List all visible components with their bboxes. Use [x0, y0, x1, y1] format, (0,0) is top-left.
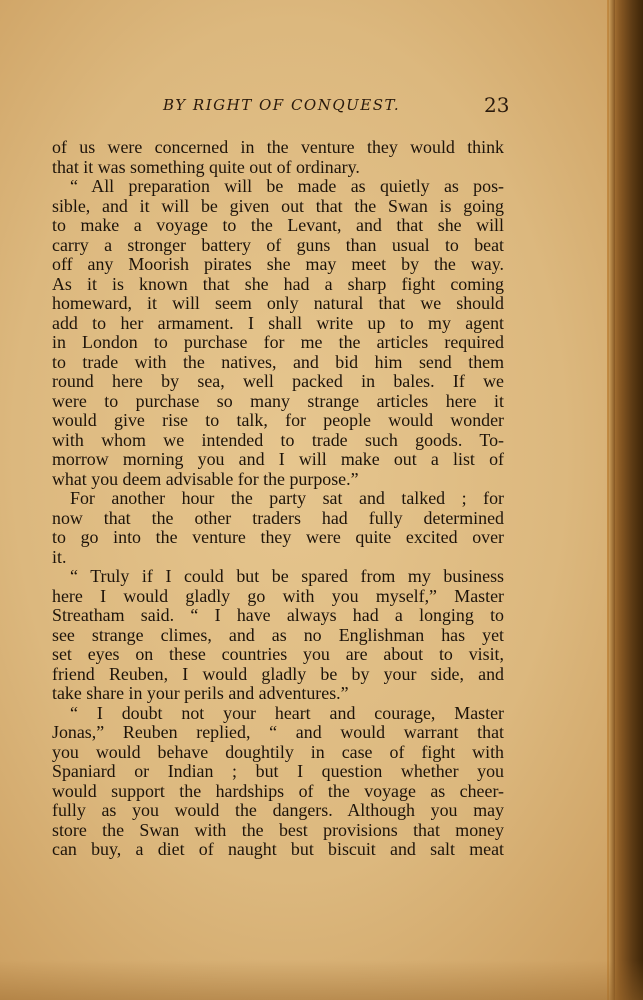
text-line: carry a stronger battery of guns than usual to beat: [52, 234, 504, 255]
page-bottom-shadow: [0, 960, 643, 1000]
text-line: to trade with the natives, and bid him send them: [52, 351, 504, 372]
text-line: off any Moorish pirates she may meet by the way.: [52, 254, 504, 274]
text-line: sible, and it will be given out that the Swan is going: [52, 195, 504, 216]
text-line: “ Truly if I could but be spared from my business: [70, 566, 504, 586]
text-line: with whom we intended to trade such goods. To-: [52, 429, 504, 450]
text-line: fully as you would the dangers. Although you may: [52, 800, 504, 820]
text-line: Jonas,” Reuben replied, “ and would warrant that: [52, 722, 504, 742]
text-line: would support the hardships of the voyage as cheer-: [52, 780, 504, 801]
page-header: [0, 93, 600, 120]
page-number: 23: [484, 93, 510, 117]
text-line: would give rise to talk, for people would wonder: [52, 410, 504, 430]
text-line: to make a voyage to the Levant, and that she will: [52, 215, 504, 235]
text-line: For another hour the party sat and talked ; for: [70, 488, 504, 508]
text-line: “ All preparation will be made as quietly as pos-: [70, 176, 504, 196]
text-line: now that the other traders had fully determined: [52, 507, 504, 528]
text-line: were to purchase so many strange articles here it: [52, 390, 504, 411]
text-line: Streatham said. “ I have always had a longing to: [52, 605, 504, 625]
running-title: BY RIGHT OF CONQUEST.: [163, 96, 401, 114]
text-line: of us were concerned in the venture they would think: [52, 137, 504, 157]
text-line: add to her armament. I shall write up to my agent: [52, 312, 504, 333]
text-line: see strange climes, and as no Englishman has yet: [52, 624, 504, 645]
text-line: round here by sea, well packed in bales. If we: [52, 371, 504, 391]
text-line: here I would gladly go with you myself,” Master: [52, 585, 504, 606]
text-line: morrow morning you and I will make out a list of: [52, 449, 504, 469]
text-line: “ I doubt not your heart and courage, Master: [70, 702, 504, 723]
text-line: what you deem advisable for the purpose.”: [52, 468, 359, 489]
text-line: take share in your perils and adventures.”: [52, 683, 349, 703]
text-line: you would behave doughtily in case of fight with: [52, 741, 504, 762]
text-line: can buy, a diet of naught but biscuit and salt meat: [52, 839, 504, 859]
text-line: Spaniard or Indian ; but I question whether you: [52, 761, 504, 781]
text-line: it.: [52, 546, 67, 567]
text-line: friend Reuben, I would gladly be by your side, and: [52, 663, 504, 684]
body-text: [52, 138, 504, 860]
text-line: set eyes on these countries you are about to visit,: [52, 644, 504, 664]
text-line: in London to purchase for me the articles required: [52, 332, 504, 352]
text-line: that it was something quite out of ordinary.: [52, 156, 360, 177]
text-line: to go into the venture they were quite excited over: [52, 527, 504, 547]
page-edge: [609, 0, 615, 1000]
text-line: store the Swan with the best provisions that money: [52, 819, 504, 840]
text-line: homeward, it will seem only natural that we should: [52, 293, 504, 313]
text-line: As it is known that she had a sharp fight coming: [52, 273, 504, 294]
